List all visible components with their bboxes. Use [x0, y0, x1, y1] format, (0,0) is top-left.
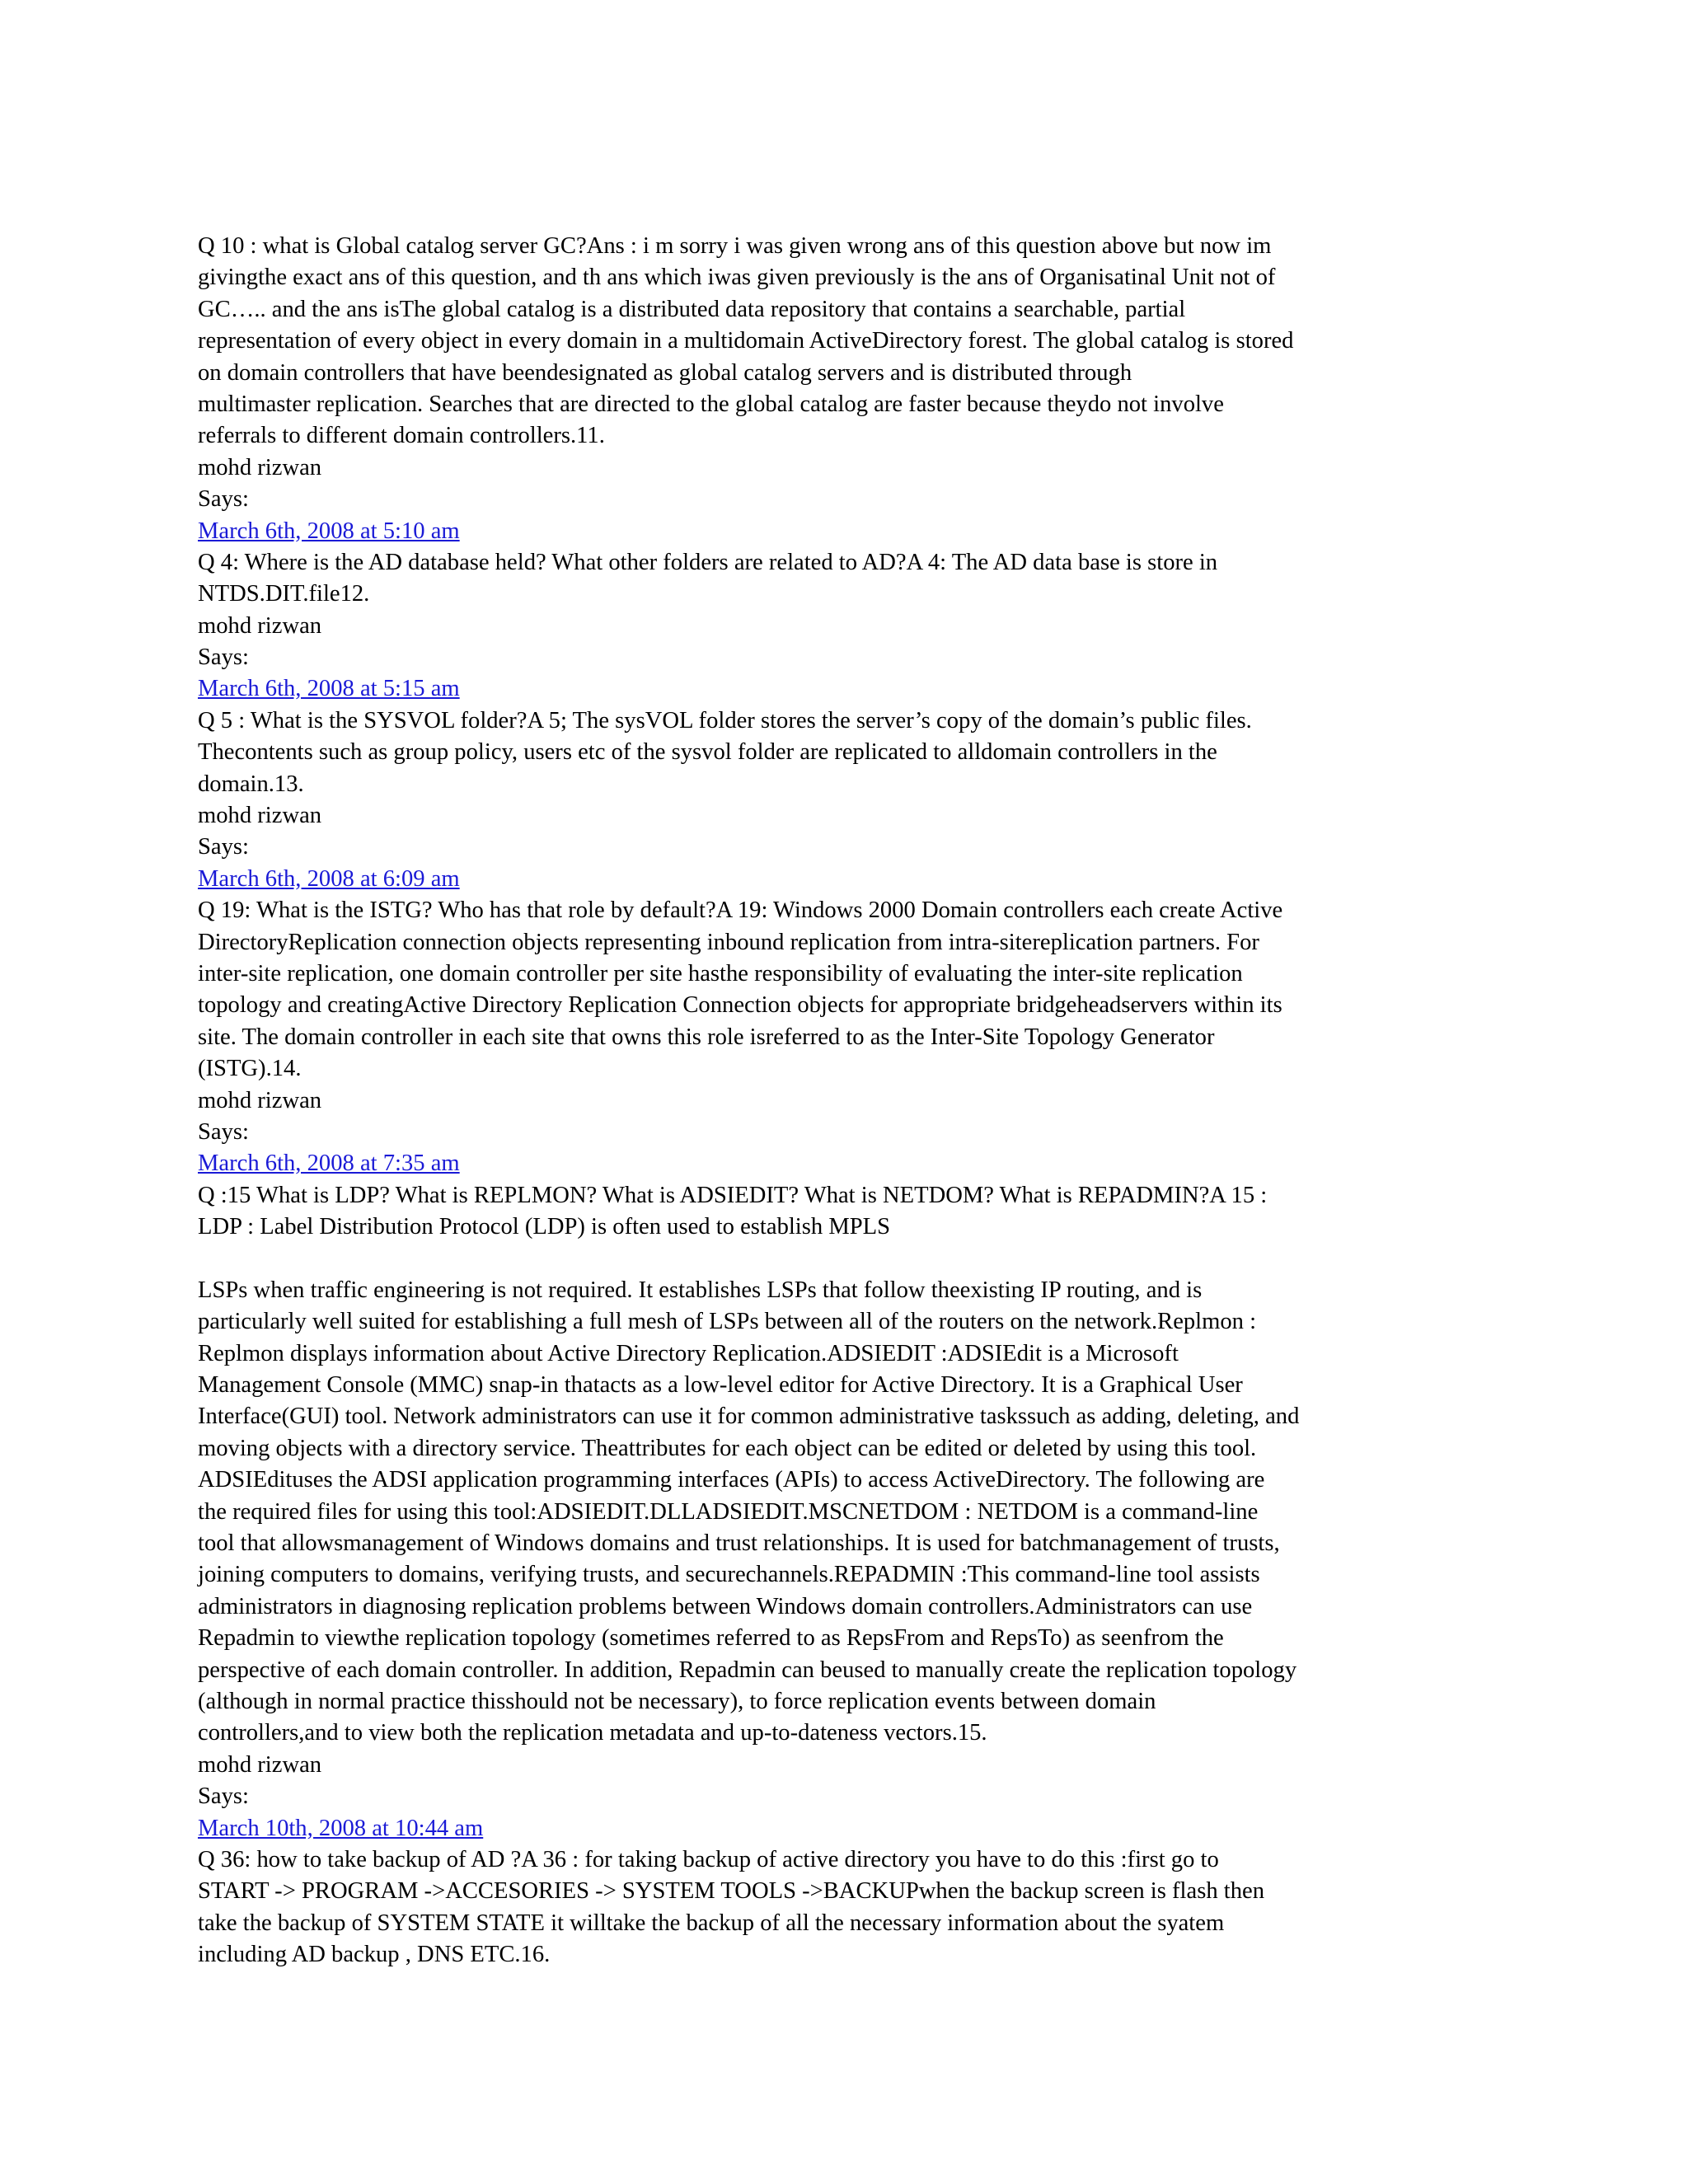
comment-says-label: Says: — [198, 1783, 249, 1810]
text-line: site. The domain controller in each site that owns this role isreferred to as the Inter-Site Topology Generator — [198, 1024, 1215, 1050]
text-line: perspective of each domain controller. In addition, Repadmin can beused to manually create the replication topology — [198, 1657, 1297, 1683]
document-page — [198, 231, 1500, 1971]
text-line: inter-site replication, one domain controller per site hasthe responsibility of evaluating the inter-site replication — [198, 960, 1243, 987]
comment-author: mohd rizwan — [198, 612, 322, 639]
text-line: (ISTG).14. — [198, 1056, 302, 1082]
text-line: domain.13. — [198, 771, 304, 797]
text-line: tool that allowsmanagement of Windows domains and trust relationships. It is used for batchmanagement of trusts, — [198, 1530, 1280, 1557]
text-line: particularly well suited for establishing a full mesh of LSPs between all of the routers on the network.Replmon : — [198, 1309, 1257, 1335]
text-line: topology and creatingActive Directory Replication Connection objects for appropriate bridgeheadservers within its — [198, 992, 1282, 1019]
comment-author: mohd rizwan — [198, 803, 322, 829]
text-line: LDP : Label Distribution Protocol (LDP) is often used to establish MPLS — [198, 1214, 891, 1240]
comment-author: mohd rizwan — [198, 1087, 322, 1113]
text-line: take the backup of SYSTEM STATE it willtake the backup of all the necessary information about the syatem — [198, 1910, 1225, 1936]
text-line: Q 4: Where is the AD database held? What other folders are related to AD?A 4: The AD data base is store in — [198, 549, 1218, 575]
comment-says-label: Says: — [198, 644, 249, 671]
text-line: START -> PROGRAM ->ACCESORIES -> SYSTEM TOOLS ->BACKUPwhen the backup screen is flash then — [198, 1878, 1264, 1905]
comment-says-label: Says: — [198, 834, 249, 860]
comment-block — [198, 800, 1500, 1085]
text-line: joining computers to domains, verifying trusts, and securechannels.REPADMIN :This command-line tool assists — [198, 1562, 1260, 1588]
comment-says-label: Says: — [198, 1118, 249, 1145]
comment-block — [198, 1750, 1500, 1971]
comment-date-link[interactable]: March 10th, 2008 at 10:44 am — [198, 1815, 484, 1841]
text-line: givingthe exact ans of this question, and th ans which iwas given previously is the ans of Organisatinal Unit not of — [198, 265, 1276, 291]
comment-date-link[interactable]: March 6th, 2008 at 7:35 am — [198, 1151, 460, 1177]
text-line: (although in normal practice thisshould not be necessary), to force replication events between domain — [198, 1688, 1156, 1714]
text-line: GC….. and the ans isThe global catalog is a distributed data repository that contains a searchable, partial — [198, 296, 1186, 322]
text-line: Management Console (MMC) snap-in thatacts as a low-level editor for Active Directory. It is a Graphical User — [198, 1372, 1243, 1399]
comment-date-link[interactable]: March 6th, 2008 at 5:15 am — [198, 676, 460, 702]
text-line: Interface(GUI) tool. Network administrators can use it for common administrative taskssuch as adding, deleting, and — [198, 1404, 1300, 1430]
text-line: DirectoryReplication connection objects representing inbound replication from intra-sitereplication partners. For — [198, 929, 1259, 955]
comment-author: mohd rizwan — [198, 454, 322, 480]
text-line: Q 10 : what is Global catalog server GC?Ans : i m sorry i was given wrong ans of this question above but now im — [198, 233, 1272, 259]
text-line: moving objects with a directory service. Theattributes for each object can be edited or deleted by using this tool. — [198, 1435, 1257, 1461]
text-line: administrators in diagnosing replication problems between Windows domain controllers.Administrators can use — [198, 1593, 1253, 1619]
text-line: Q 5 : What is the SYSVOL folder?A 5; The sysVOL folder stores the server’s copy of the domain’s public files. — [198, 707, 1252, 733]
text-line: Q 36: how to take backup of AD ?A 36 : for taking backup of active directory you have to do this :first go to — [198, 1846, 1219, 1872]
comment-block — [198, 452, 1500, 611]
text-line: multimaster replication. Searches that are directed to the global catalog are faster because theydo not involve — [198, 391, 1224, 417]
comment-date-link[interactable]: March 6th, 2008 at 6:09 am — [198, 865, 460, 892]
text-line: NTDS.DIT.file12. — [198, 581, 370, 607]
comment-block — [198, 1085, 1500, 1750]
text-line: including AD backup , DNS ETC.16. — [198, 1942, 551, 1968]
text-block — [198, 231, 1500, 452]
text-line: Q 19: What is the ISTG? Who has that role by default?A 19: Windows 2000 Domain controllers each create Active — [198, 898, 1283, 924]
comment-author: mohd rizwan — [198, 1751, 322, 1778]
text-line: Thecontents such as group policy, users etc of the sysvol folder are replicated to alldomain controllers in the — [198, 739, 1217, 766]
text-line: LSPs when traffic engineering is not required. It establishes LSPs that follow theexisting IP routing, and is — [198, 1277, 1203, 1303]
text-line: the required files for using this tool:ADSIEDIT.DLLADSIEDIT.MSCNETDOM : NETDOM is a command-line — [198, 1498, 1259, 1525]
text-line: on domain controllers that have beendesignated as global catalog servers and is distributed through — [198, 359, 1132, 386]
text-line: Replmon displays information about Active Directory Replication.ADSIEDIT :ADSIEdit is a Microsoft — [198, 1340, 1179, 1366]
paragraph-gap — [198, 1244, 1500, 1275]
comment-says-label: Says: — [198, 486, 249, 513]
comment-block — [198, 611, 1500, 800]
text-line: representation of every object in every domain in a multidomain ActiveDirectory forest. The global catalog is stored — [198, 328, 1294, 354]
comment-date-link[interactable]: March 6th, 2008 at 5:10 am — [198, 518, 460, 544]
text-line: controllers,and to view both the replication metadata and up-to-dateness vectors.15. — [198, 1720, 987, 1746]
text-line: referrals to different domain controllers.11. — [198, 423, 605, 449]
text-line: ADSIEdituses the ADSI application programming interfaces (APIs) to access ActiveDirectory. The following are — [198, 1467, 1265, 1493]
text-line: Repadmin to viewthe replication topology (sometimes referred to as RepsFrom and RepsTo) as seenfrom the — [198, 1625, 1224, 1652]
text-line: Q :15 What is LDP? What is REPLMON? What is ADSIEDIT? What is NETDOM? What is REPADMIN?A 15 : — [198, 1182, 1268, 1208]
